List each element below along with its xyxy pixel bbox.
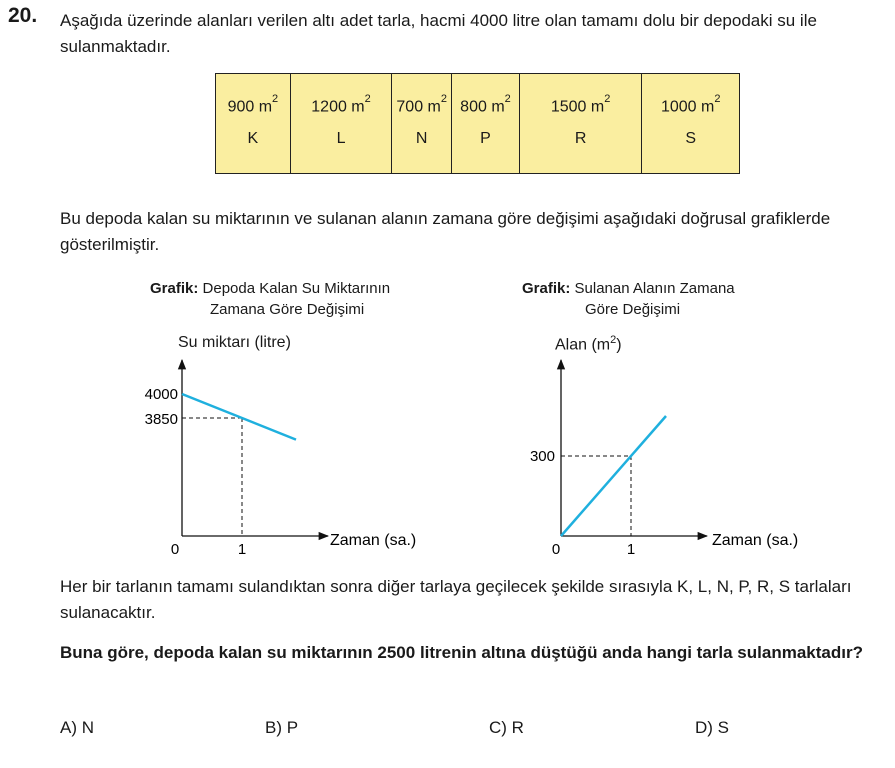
chart1-xtick-1: 1 [237, 541, 247, 558]
chart2-title-line2: Göre Değişimi [585, 301, 681, 318]
field-letter: S [685, 130, 697, 148]
chart2-origin: 0 [551, 541, 561, 558]
option-d[interactable]: D) S [695, 718, 729, 737]
chart1-series-line [182, 394, 296, 440]
rule-paragraph: Her bir tarlanın tamamı sulandıktan sonra diğer tarlaya geçilecek şekilde sırasıyla K, L, N, P, R, S tarlaları sulanacaktır. [60, 577, 852, 622]
chart2-series-line [561, 416, 666, 536]
chart1-ylabel: Su miktarı (litre) [178, 334, 291, 351]
field-area: 1500 $m^2$ [550, 93, 611, 116]
chart1-ytick-3850: 3850 [144, 411, 178, 428]
chart1-title-line2: Zamana Göre Değişimi [210, 301, 365, 318]
chart1-origin: 0 [170, 541, 180, 558]
chart2-xlabel: Zaman (sa.) [712, 532, 799, 549]
option-c[interactable]: C) R [489, 718, 524, 737]
option-b[interactable]: B) P [265, 718, 299, 737]
field-letter: R [574, 130, 587, 148]
info-paragraph: Bu depoda kalan su miktarının ve sulanan alanın zamana göre değişimi aşağıdaki doğrusal grafiklerde gösterilmiştir. [60, 209, 831, 254]
chart2-title-line1: Sulanan Alanın Zamana [574, 280, 735, 297]
field-area: 900 $m^2$ [227, 93, 279, 116]
chart1-title-bold: Grafik: [150, 280, 199, 297]
chart2-title-bold: Grafik: [522, 280, 571, 297]
field-area: 1200 $m^2$ [311, 93, 371, 116]
field-area: 700 $m^2$ [396, 93, 447, 116]
question-ask: Buna göre, depoda kalan su miktarının 2500 litrenin altına düştüğü anda hangi tarla sulanmaktadır? [60, 643, 863, 662]
field-letter: N [415, 130, 428, 148]
chart1-ytick-4000: 4000 [144, 386, 178, 403]
field-letter: K [247, 130, 259, 148]
field-letter: L [336, 130, 346, 148]
field-letter: P [480, 130, 491, 148]
chart2-xtick-1: 1 [626, 541, 636, 558]
field-area: 1000 $m^2$ [660, 93, 721, 116]
field-area: 800 $m^2$ [460, 93, 511, 116]
chart2-ytick-300: 300 [529, 448, 555, 465]
chart1-xlabel: Zaman (sa.) [330, 532, 417, 549]
question-stem: Aşağıda üzerinde alanları verilen altı adet tarla, hacmi 4000 litre olan tamamı dolu bir depodaki su ile sulanmaktadır. [60, 11, 817, 56]
chart2-ylabel: Alan $(m^2)$ [555, 334, 622, 354]
option-a[interactable]: A) N [60, 718, 94, 737]
question-number: 20. [8, 4, 38, 27]
chart1-title-line1: Depoda Kalan Su Miktarının [202, 280, 391, 297]
